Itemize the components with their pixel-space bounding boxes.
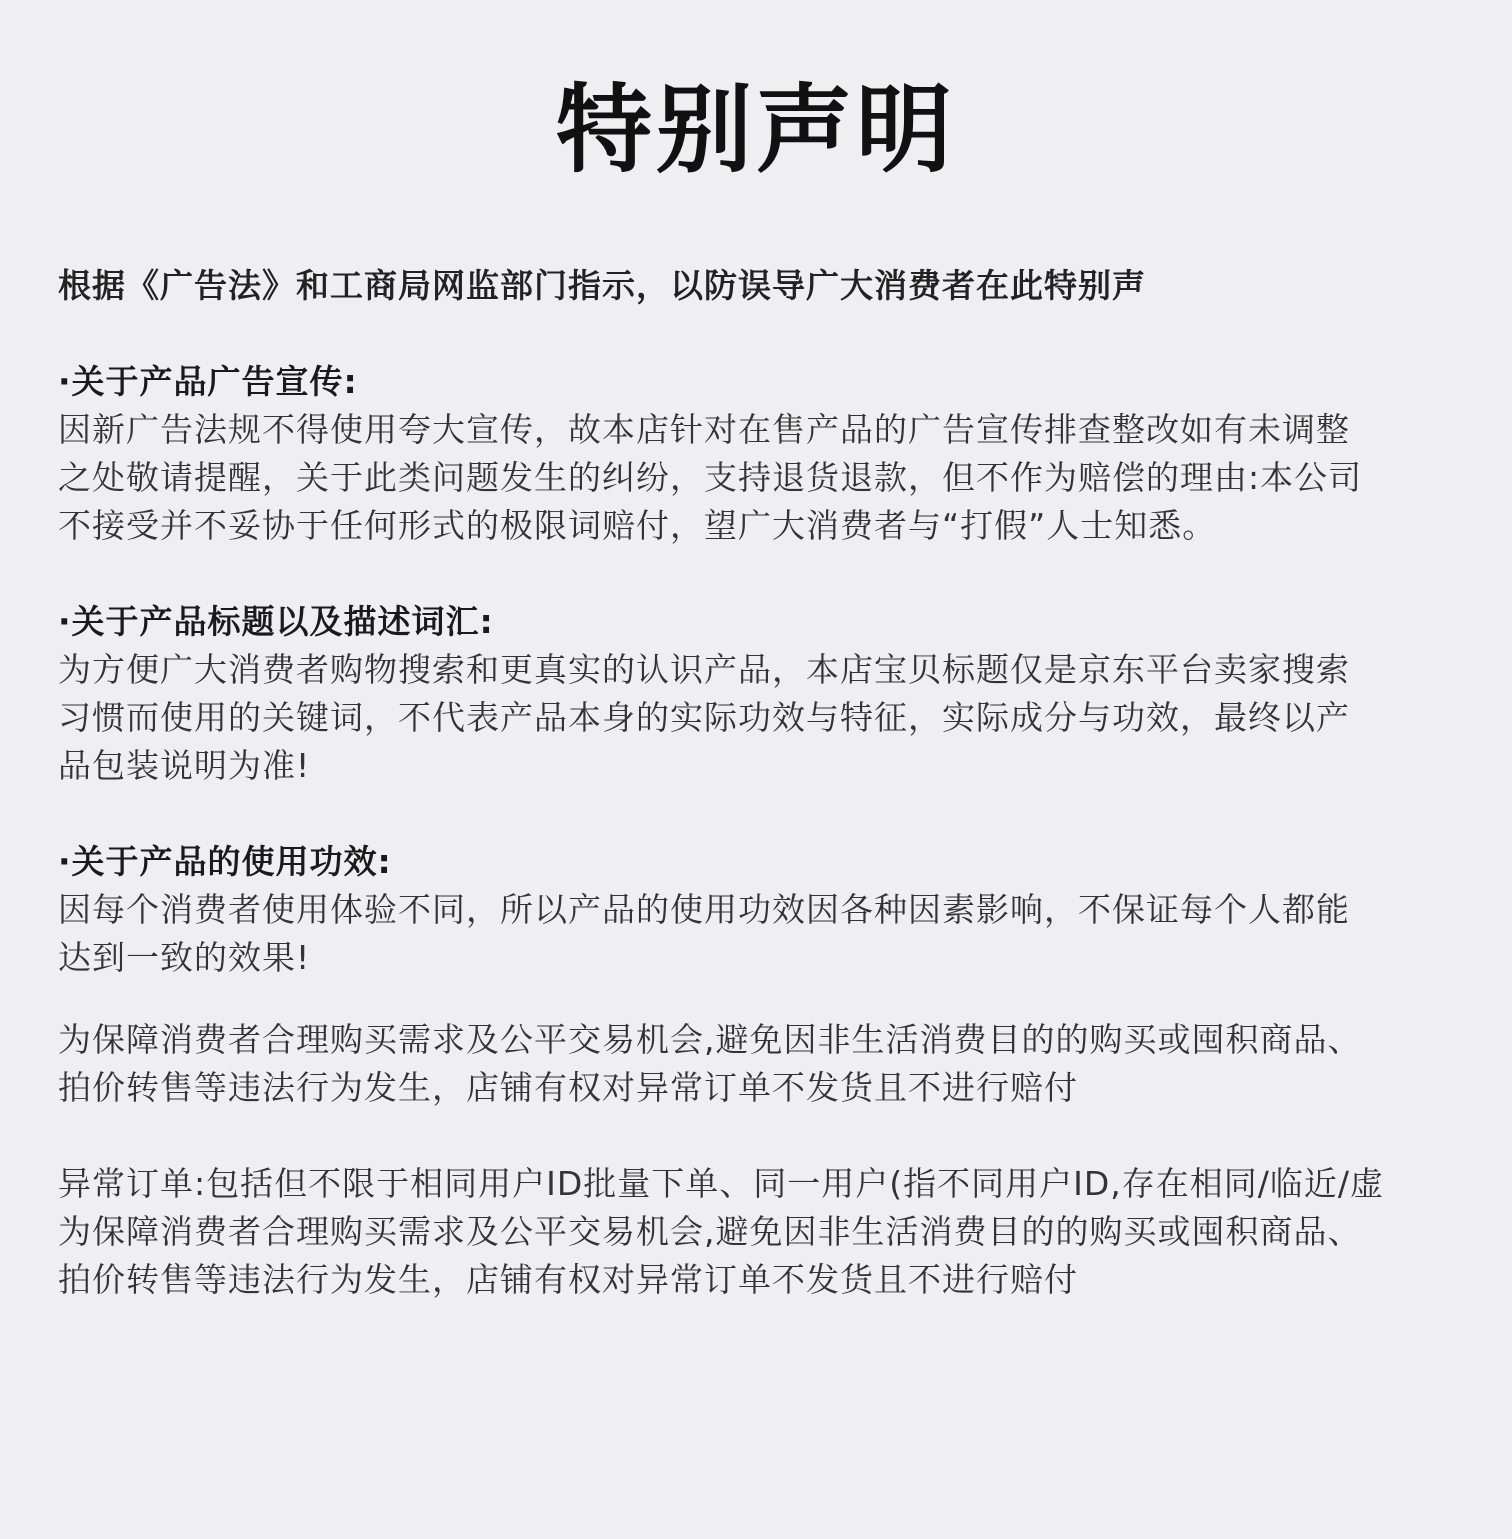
page-title: 特别声明 xyxy=(556,74,956,186)
section-heading: ·关于产品标题以及描述词汇: xyxy=(58,602,494,641)
notice-abnormal-orders xyxy=(58,1160,1478,1304)
section-line: 习惯而使用的关键词，不代表产品本身的实际功效与特征，实际成分与功效，最终以产 xyxy=(58,698,1350,737)
section-heading: ·关于产品广告宣传: xyxy=(58,362,358,401)
spacer xyxy=(58,982,1478,1016)
notice-fair-trade xyxy=(58,1016,1478,1112)
spacer xyxy=(58,310,1478,358)
section-line: 达到一致的效果! xyxy=(58,938,311,977)
notice-line: 拍价转售等违法行为发生，店铺有权对异常订单不发货且不进行赔付 xyxy=(58,1260,1078,1299)
spacer xyxy=(58,550,1478,598)
notice-line: 拍价转售等违法行为发生，店铺有权对异常订单不发货且不进行赔付 xyxy=(58,1068,1078,1107)
intro-text: 根据《广告法》和工商局网监部门指示，以防误导广大消费者在此特别声 xyxy=(58,266,1146,305)
spacer xyxy=(58,790,1478,838)
section-line: 之处敬请提醒，关于此类问题发生的纠纷，支持退货退款，但不作为赔偿的理由:本公司 xyxy=(58,458,1363,497)
notice-line: 异常订单:包括但不限于相同用户ID批量下单、同一用户(指不同用户ID,存在相同/临近/虚 xyxy=(58,1164,1385,1203)
section-line: 因新广告法规不得使用夸大宣传，故本店针对在售产品的广告宣传排查整改如有未调整 xyxy=(58,410,1350,449)
section-usage-effect xyxy=(58,838,1478,982)
statement-content xyxy=(58,262,1478,1304)
section-advertising xyxy=(58,358,1478,550)
section-line: 为方便广大消费者购物搜索和更真实的认识产品，本店宝贝标题仅是京东平台卖家搜索 xyxy=(58,650,1350,689)
section-heading: ·关于产品的使用功效: xyxy=(58,842,392,881)
section-title-description xyxy=(58,598,1478,790)
section-line: 因每个消费者使用体验不同，所以产品的使用功效因各种因素影响，不保证每个人都能 xyxy=(58,890,1350,929)
spacer xyxy=(58,1112,1478,1160)
notice-line: 为保障消费者合理购买需求及公平交易机会,避免因非生活消费目的的购买或囤积商品、 xyxy=(58,1020,1362,1059)
section-line: 不接受并不妥协于任何形式的极限词赔付，望广大消费者与“打假”人士知悉。 xyxy=(58,506,1217,545)
section-line: 品包装说明为准! xyxy=(58,746,311,785)
notice-line: 为保障消费者合理购买需求及公平交易机会,避免因非生活消费目的的购买或囤积商品、 xyxy=(58,1212,1362,1251)
